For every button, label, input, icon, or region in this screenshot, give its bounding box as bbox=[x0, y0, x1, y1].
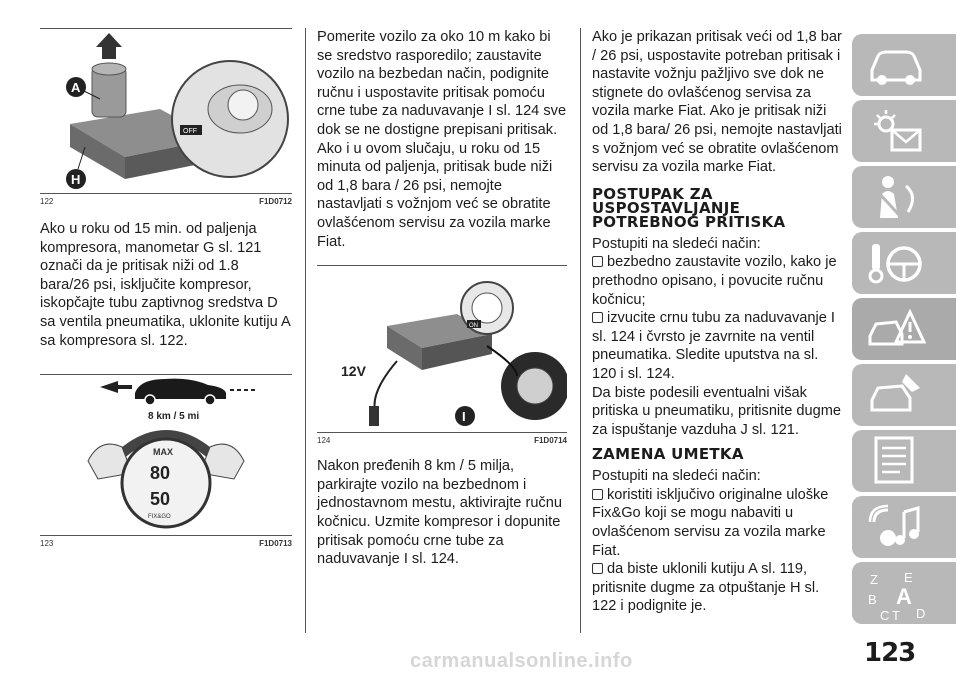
page-number: 123 bbox=[864, 638, 916, 668]
figure-122 bbox=[40, 28, 292, 206]
bullet-item: bezbedno zaustavite vozilo, kako je prethodno opisano, i povucite ručnu kočnicu; bbox=[592, 254, 837, 308]
bullet-item: koristiti isključivo originalne uloške Fix&Go koji se mogu nabaviti u ovlašćenom servisu za vozila marke Fiat. bbox=[592, 486, 829, 559]
drive-distance-illustration bbox=[40, 375, 292, 535]
off-label: OFF bbox=[183, 128, 197, 135]
figure-124 bbox=[317, 265, 567, 445]
compressor-inflation-illustration bbox=[317, 266, 567, 432]
figure-code: F1D0712 bbox=[259, 197, 292, 206]
figure-123 bbox=[40, 374, 292, 548]
car-emergency-icon bbox=[866, 304, 926, 354]
column-3 bbox=[592, 28, 844, 616]
figure-number: 124 bbox=[317, 436, 331, 446]
figure-caption bbox=[40, 193, 292, 206]
checkbox-bullet-icon bbox=[592, 563, 603, 574]
section-heading: ZAMENA UMETKA bbox=[592, 445, 744, 464]
maintenance-icon bbox=[866, 370, 926, 420]
warning-lights-icon bbox=[866, 106, 926, 156]
checkbox-bullet-icon bbox=[592, 489, 603, 500]
checkbox-bullet-icon bbox=[592, 256, 603, 267]
column-divider bbox=[305, 28, 306, 633]
label-a: A bbox=[71, 80, 81, 95]
chapter-tab-specifications[interactable] bbox=[852, 430, 956, 492]
chapter-tab-multimedia[interactable] bbox=[852, 496, 956, 558]
compressor-removal-illustration bbox=[40, 29, 292, 193]
speed-mph: 50 bbox=[150, 489, 171, 510]
fixgo-label: FIX&GO bbox=[148, 514, 171, 521]
chapter-tab-car[interactable] bbox=[852, 34, 956, 96]
key-steering-icon bbox=[866, 238, 926, 288]
watermark: carmanualsonline.info bbox=[410, 650, 633, 672]
paragraph: Da biste podesili eventualni višak pritiska u pneumatiku, pritisnite dugme za ispuštanje vazduha J sl. 121. bbox=[592, 384, 842, 438]
chapter-tab-warning-lights[interactable] bbox=[852, 100, 956, 162]
paragraph: Pomerite vozilo za oko 10 m kako bi se sredstvo rasporedilo; zaustavite vozilo na bezbedan način, podignite ručnu i uspostavite pritisak pomoću crne tube za naduvavanje I sl. 124 sve dok se ne dostigne prepisani pritisak. Ako i u ovom slučaju, u roku od 15 minuta od paljenja, pritisak bude niži od 1,8 bara / 26 psi, nemojte nastavljati s vožnjom već se obratite ovlašćenom servisu za vozila marke Fiat. bbox=[317, 29, 567, 250]
section-heading: POSTUPAK ZA USPOSTAVLJANJE POTREBNOG PRITISKA bbox=[592, 184, 786, 231]
bullet-item: izvucite crnu tubu za naduvavanje I sl. 124 i čvrsto je zavrnite na ventil pneumatika. Sledite uputstva na sl. 120 i sl. 124. bbox=[592, 310, 835, 382]
bullet-item: da biste uklonili kutiju A sl. 119, pritisnite dugme za otpuštanje H sl. 122 i podignite je. bbox=[592, 561, 820, 615]
label-h: H bbox=[71, 172, 81, 187]
figure-caption bbox=[40, 535, 292, 548]
figure-caption bbox=[317, 432, 567, 445]
checkbox-bullet-icon bbox=[592, 312, 603, 323]
on-label: ON bbox=[469, 323, 478, 330]
label-i: I bbox=[462, 409, 466, 425]
svg-text:D: D bbox=[916, 606, 926, 621]
svg-text:A: A bbox=[896, 584, 912, 609]
svg-text:C: C bbox=[880, 608, 890, 622]
multimedia-icon bbox=[866, 502, 926, 552]
chapter-tab-index[interactable] bbox=[852, 562, 956, 624]
speed-kmh: 80 bbox=[150, 463, 171, 484]
chapter-tab-driving[interactable] bbox=[852, 232, 956, 294]
voltage-label: 12V bbox=[341, 363, 366, 380]
specs-list-icon bbox=[866, 436, 926, 486]
column-divider bbox=[580, 28, 581, 633]
column-2 bbox=[317, 28, 567, 569]
paragraph: Ako u roku od 15 min. od paljenja kompresora, manometar G sl. 121 označi da je pritisak niži od 1.8 bara/26 psi, isključite kompresor, iskopčajte tubu zaptivnog sredstva D sa ventila pneumatika, uklonite kutiju A sa kompresora sl. 122. bbox=[40, 221, 290, 349]
figure-number: 122 bbox=[40, 197, 54, 206]
svg-text:E: E bbox=[904, 570, 913, 585]
chapter-tab-emergency[interactable] bbox=[852, 298, 956, 360]
car-icon bbox=[866, 40, 926, 90]
paragraph: Postupiti na sledeći način: bbox=[592, 468, 761, 485]
max-label: MAX bbox=[153, 447, 173, 458]
paragraph: Ako je prikazan pritisak veći od 1,8 bar / 26 psi, uspostavite potreban pritisak i nastavite vožnju pažljivo sve dok ne stignete do ovlašćenog servisa za vozila marke Fiat. Ako je pritisak niži od 1,8 bara/ 26 psi, nemojte nastavljati s vožnjom već se obratite ovlašćenom servisu za vozila marke Fiat. bbox=[592, 29, 842, 176]
distance-label: 8 km / 5 mi bbox=[148, 411, 200, 423]
svg-text:B: B bbox=[868, 592, 877, 607]
paragraph: Postupiti na sledeći način: bbox=[592, 235, 761, 252]
figure-number: 123 bbox=[40, 539, 54, 549]
chapter-tab-maintenance[interactable] bbox=[852, 364, 956, 426]
svg-text:T: T bbox=[892, 608, 900, 622]
figure-code: F1D0713 bbox=[259, 539, 292, 549]
figure-code: F1D0714 bbox=[534, 436, 567, 446]
svg-text:Z: Z bbox=[870, 572, 878, 587]
paragraph: Nakon pređenih 8 km / 5 milja, parkirajte vozilo na bezbednom i jednostavnom mestu, aktivirajte ručnu kočnicu. Uzmite kompresor i dopunite pritisak pomoću crne tube za naduvavanje I sl. 124. bbox=[317, 458, 562, 568]
column-1 bbox=[40, 28, 292, 548]
chapter-tab-safety[interactable] bbox=[852, 166, 956, 228]
seatbelt-airbag-icon bbox=[866, 172, 926, 222]
index-letters-icon bbox=[866, 568, 936, 622]
